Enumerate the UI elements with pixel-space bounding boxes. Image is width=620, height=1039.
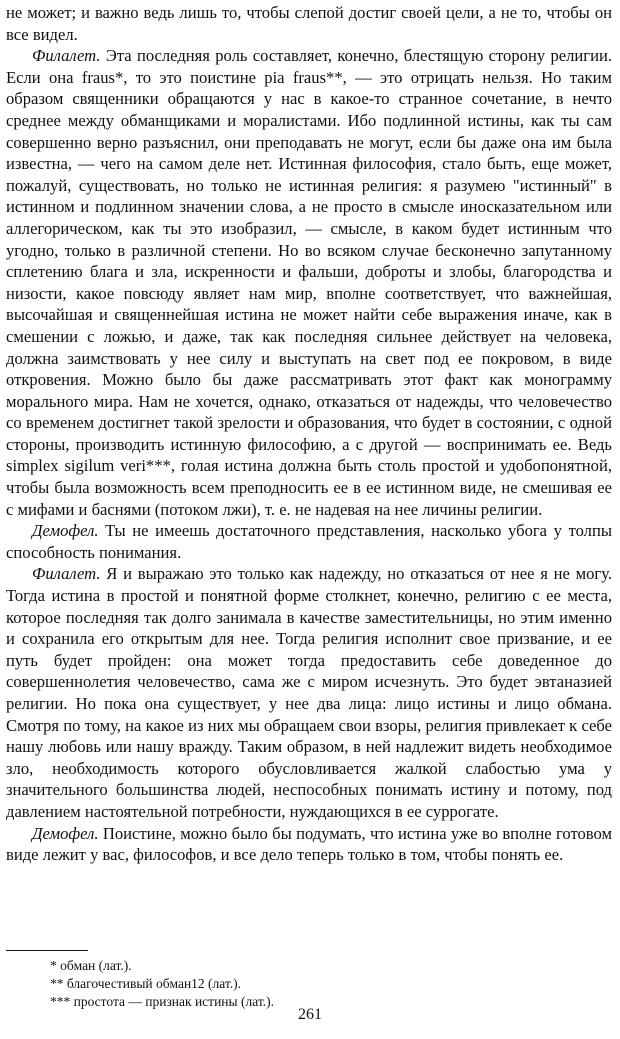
speaker-name: Демофел.: [32, 521, 99, 541]
paragraph-text: Эта последняя роль составляет, конечно, блестящую сторону религии. Если она fraus*, то это поистине pia fraus**, — это отрицать нельзя. Но таким образом священники обращаются у нас в какое-то странное сочетание, в нечто среднее между обманщиками и моралистами. Ибо подлинной истины, как ты сам совершенно верно разъяснил, они преподавать не могут, если бы даже она им была известна, — чего на самом деле нет. Истинная философия, стало быть, еще может, пожалуй, существовать, но только не истинная религия: я разумею "истинный" в истинном и подлинном значении слова, а не просто в смысле иносказательном или аллегорическом, как ты это изобразил, — смысле, в каком будет истинным что угодно, только в различной степени. Но во всяком случае бесконечно запутанному сплетению блага и зла, искренности и фальши, доброты и злобы, благородства и низости, какое повсюду являет нам мир, вполне соответствует, что важнейшая, высочайшая и священнейшая истина не может найти себе выражения иначе, как в смешении с ложью, и даже, так как последняя сильнее действует на человека, должна заимствовать у нее силу и выступать на свет под ее покровом, в виде откровения. Можно было бы даже рассматривать этот факт как монограмму морального мира. Нам не хочется, однако, отказаться от надежды, что человечество со временем достигнет такой зрелости и образования, что будет в состоянии, с одной стороны, производить истинную философию, а с другой — воспринимать ее. Ведь simplex sigilum veri***, голая истина должна быть столь простой и удобопонятной, чтобы была возможность всем преподносить ее в ее истинном виде, не смешивая ее с мифами и баснями (потоком лжи), т. е. не надевая на нее личины религии.: [6, 46, 612, 519]
footnote-3: *** простота — признак истины (лат.).: [50, 994, 274, 1009]
page-number: 261: [298, 1006, 322, 1023]
paragraph-demofel-2: [6, 823, 612, 866]
paragraph-filalet-1: [6, 45, 612, 520]
paragraph-demofel-1: [6, 520, 612, 563]
paragraph-continuation: [6, 2, 612, 45]
paragraph-filalet-2: [6, 563, 612, 822]
paragraph-text: Ты не имеешь достаточного представления, насколько убога у толпы способность понимания.: [6, 521, 612, 562]
footnote-1: * обман (лат.).: [50, 958, 132, 973]
footnotes: [6, 950, 606, 1011]
speaker-name: Филалет.: [32, 564, 101, 584]
paragraph-text: Я и выражаю это только как надежду, но отказаться от нее я не могу. Тогда истина в простой и понятной форме столкнет, конечно, религию с ее места, которое последняя так долго занимала в качестве заместительницы, но этим именно и сохранила его открытым для нее. Тогда религия исполнит свое призвание, и ее путь будет пройден: она может тогда предоставить себе доведенное до совершеннолетия человечество, сама же с миром исчезнуть. Это будет эвтаназией религии. Но пока она существует, у нее два лица: лицо истины и лицо обмана. Смотря по тому, на какое из них мы обращаем свои взоры, религия привлекает к себе нашу любовь или нашу вражду. Таким образом, в ней надлежит видеть необходимое зло, необходимость которого обусловливается жалкой слабостью ума у значительного большинства людей, неспособных понимать истину и потому, под давлением настоятельной потребности, нуждающихся в ее суррогате.: [6, 564, 612, 821]
footnote-2: ** благочестивый обман12 (лат.).: [50, 976, 242, 991]
footnote-divider: [6, 950, 88, 951]
paragraph-text: Поистине, можно было бы подумать, что истина уже во вполне готовом виде лежит у вас, философов, и все дело теперь только в том, чтобы понять ее.: [6, 823, 612, 865]
paragraph-text: не может; и важно ведь лишь то, чтобы слепой достиг своей цели, а не то, чтобы он все видел.: [6, 3, 612, 44]
speaker-name: Демофел.: [32, 823, 99, 843]
speaker-name: Филалет.: [32, 46, 101, 66]
